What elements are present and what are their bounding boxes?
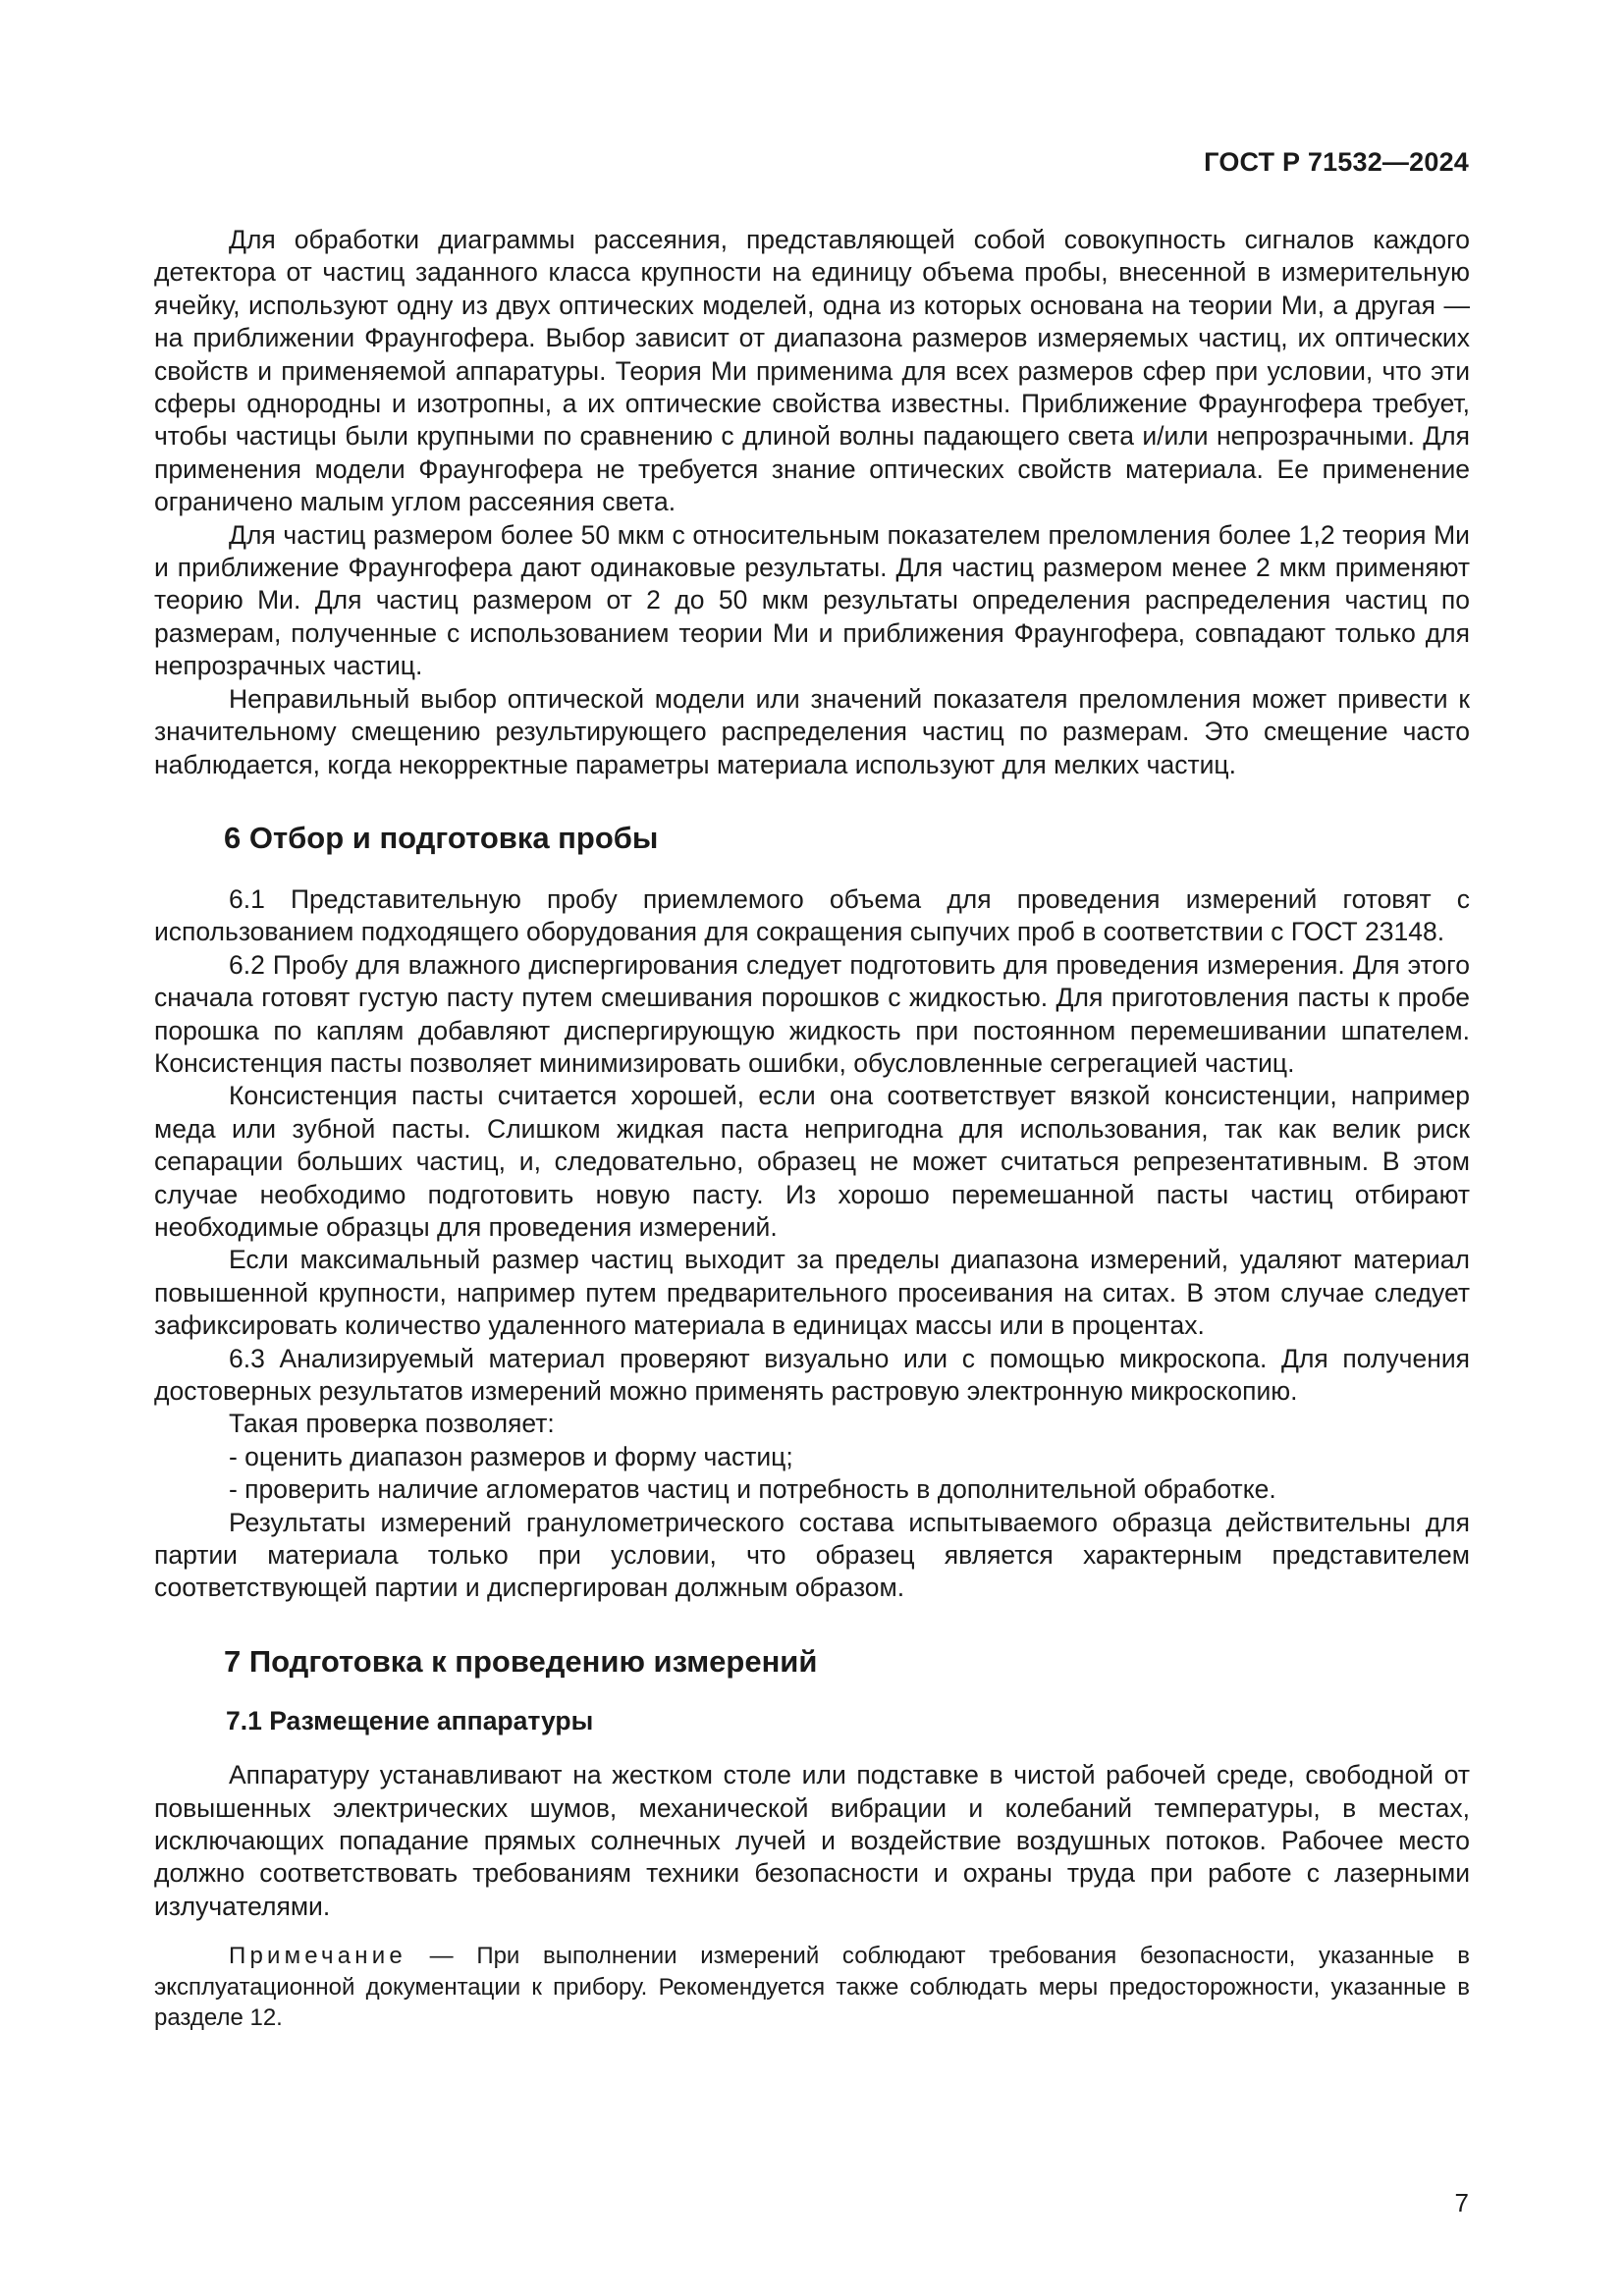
- list-item: - проверить наличие агломератов частиц и потребность в дополнительной обработке.: [229, 1474, 1276, 1505]
- section-6-heading: 6 Отбор и подготовка пробы: [224, 820, 659, 855]
- document-code: ГОСТ Р 71532—2024: [1204, 147, 1469, 177]
- page-number: 7: [1454, 2188, 1469, 2217]
- paragraph: Неправильный выбор оптической модели или значений показателя преломления может привести к значительному смещению результирующего распределения частиц по размерам. Это смещение часто наблюдается, когда некорректные параметры материала используют для мелких частиц.: [154, 683, 1470, 779]
- paragraph: 6.3 Анализируемый материал проверяют визуально или с помощью микроскопа. Для получения достоверных результатов измерений можно применять растровую электронную микроскопию.: [154, 1343, 1470, 1406]
- section-6-body: [154, 883, 1470, 1605]
- page-content: [154, 224, 1470, 2034]
- intro-block: [154, 224, 1470, 781]
- paragraph: 6.1 Представительную пробу приемлемого объема для проведения измерений готовят с использованием подходящего оборудования для сокращения сыпучих проб в соответствии с ГОСТ 23148.: [154, 883, 1470, 947]
- list-item: - оценить диапазон размеров и форму частиц;: [229, 1441, 793, 1471]
- paragraph: 6.2 Пробу для влажного диспергирования следует подготовить для проведения измерения. Для этого сначала готовят густую пасту путем смешивания порошков с жидкостью. Для приготовления пасты к пробе порошка по каплям добавляют диспергирующую жидкость при постоянном перемешивании шпателем. Консистенция пасты позволяет минимизировать ошибки, обусловленные сегрегацией частиц.: [154, 949, 1470, 1078]
- paragraph: Такая проверка позволяет:: [229, 1409, 555, 1439]
- paragraph: Для частиц размером более 50 мкм с относительным показателем преломления более 1,2 теория Ми и приближение Фраунгофера дают одинаковые результаты. Для частиц размером менее 2 мкм применяют теорию Ми. Для частиц размером от 2 до 50 мкм результаты определения распределения частиц по размерам, полученные с использованием теории Ми и приближения Фраунгофера, совпадают только для непрозрачных частиц.: [154, 519, 1470, 681]
- note-text: — При выполнении измерений соблюдают требования безопасности, указанные в эксплуатационной документации к прибору. Рекомендуется также соблюдать меры предосторожности, указанные в разделе 12.: [154, 1943, 1470, 2032]
- section-7-heading: 7 Подготовка к проведению измерений: [224, 1643, 818, 1679]
- note: [154, 1941, 1470, 2034]
- paragraph: Для обработки диаграммы рассеяния, представляющей собой совокупность сигналов каждого детектора от частиц заданного класса крупности на единицу объема пробы, внесенной в измерительную ячейку, используют одну из двух оптических моделей, одна из которых основана на теории Ми, а другая — на приближении Фраунгофера. Выбор зависит от диапазона размеров измеряемых частиц, их оптических свойств и применяемой аппаратуры. Теория Ми применима для всех размеров сфер при условии, что эти сферы однородны и изотропны, а их оптические свойства известны. Приближение Фраунгофера требует, чтобы частицы были крупными по сравнению с длиной волны падающего света и/или непрозрачными. Для применения модели Фраунгофера не требуется знание оптических свойств материала. Ее применение ограничено малым углом рассеяния света.: [154, 225, 1470, 517]
- paragraph: Консистенция пасты считается хорошей, если она соответствует вязкой консистенции, например меда или зубной пасты. Слишком жидкая паста непригодна для использования, так как велик риск сепарации больших частиц, и, следовательно, образец не может считаться репрезентативным. В этом случае необходимо подготовить новую пасту. Из хорошо перемешанной пасты частиц отбирают необходимые образцы для проведения измерений.: [154, 1081, 1470, 1242]
- note-label: Примечание: [229, 1943, 406, 1970]
- paragraph: Аппаратуру устанавливают на жестком столе или подставке в чистой рабочей среде, свободной от повышенных электрических шумов, механической вибрации и колебаний температуры, в местах, исключающих попадание прямых солнечных лучей и воздействие воздушных потоков. Рабочее место должно соответствовать требованиям техники безопасности и охраны труда при работе с лазерными излучателями.: [154, 1760, 1470, 1921]
- subsection-7-1-heading: 7.1 Размещение аппаратуры: [226, 1705, 594, 1735]
- paragraph: Если максимальный размер частиц выходит за пределы диапазона измерений, удаляют материал повышенной крупности, например путем предварительного просеивания на ситах. В этом случае следует зафиксировать количество удаленного материала в единицах массы или в процентах.: [154, 1245, 1470, 1341]
- paragraph: Результаты измерений гранулометрического состава испытываемого образца действительны для партии материала только при условии, что образец является характерным представителем соответствующей партии и диспергирован должным образом.: [154, 1507, 1470, 1603]
